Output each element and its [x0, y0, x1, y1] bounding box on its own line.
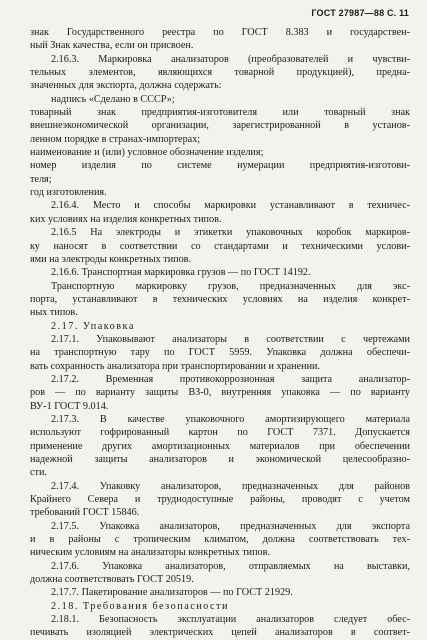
text-line: тельных элементов, являющихся товарной продукцией), предна- [30, 67, 410, 79]
text-line: номер изделия по системе нумерации предприятия-изготови- [30, 160, 410, 172]
text-line: 2.17.3. В качестве упаковочного амортизирующего материала [51, 413, 410, 425]
text-line: 2.17.4. Упаковку анализаторов, предназначенных для районов [51, 480, 410, 492]
text-line: ку наносят в соответствии со стандартами и техническими услови- [30, 240, 410, 252]
document-body [30, 26, 410, 640]
text-line: 2.17.5. Упаковка анализаторов, предназначенных для экспорта [51, 520, 410, 532]
text-line: Транспортную маркировку грузов, предназначенных для экс- [51, 280, 410, 292]
text-line: ких условиях на изделия конкретных типов. [30, 213, 222, 225]
text-line: ров — по варианту защиты ВЗ-0, внутренняя упаковка — по варианту [30, 387, 410, 399]
text-line: на транспортную тару по ГОСТ 5959. Упаковка должна обеспечи- [30, 347, 410, 359]
page-header: ГОСТ 27987—88 С. 11 [311, 8, 409, 18]
text-line: наименование и (или) условное обозначение изделия; [30, 147, 264, 159]
text-line: год изготовления. [30, 187, 107, 199]
text-line: вать сохранность анализатора при транспортировании и хранении. [30, 360, 321, 372]
text-line: теля; [30, 173, 52, 185]
text-line: знак Государственного реестра по ГОСТ 8.383 и государствен- [30, 27, 410, 38]
text-line: ный Знак качества, если он присвоен. [30, 40, 194, 52]
text-line: надпись «Сделано в СССР»; [51, 93, 175, 105]
text-line: печивать изоляцией электрических цепей анализаторов в соответ- [30, 627, 410, 639]
text-line: ническим условиям на анализаторы конкретных типов. [30, 547, 271, 559]
text-line: сти. [30, 467, 47, 479]
text-line: 2.17.2. Временная противокоррозионная защита анализатор- [51, 373, 410, 385]
text-line: требований ГОСТ 15846. [30, 507, 140, 519]
text-line: 2.16.6. Транспортная маркировка грузов — по ГОСТ 14192. [51, 267, 311, 279]
text-line: порта, устанавливают в технических условиях на изделия конкрет- [30, 293, 410, 305]
text-line: товарный знак предприятия-изготовителя или товарный знак [30, 107, 410, 119]
section-heading: 2.18. Требования безопасности [51, 600, 229, 612]
text-line: ных типов. [30, 307, 78, 319]
text-line: ленном порядке в странах-импортерах; [30, 133, 201, 145]
text-line: надежной защиты анализаторов и экономической целесообразно- [30, 454, 410, 465]
text-line: ями на электроды конкретных типов. [30, 253, 192, 265]
text-line: 2.17.6. Упаковка анализаторов, отправляемых на выставки, [51, 560, 410, 572]
section-heading: 2.17. Упаковка [51, 320, 135, 332]
text-line: внешнеэкономической организации, зарегистрированной в установ- [30, 120, 410, 132]
text-line: 2.16.3. Маркировка анализаторов (преобразователей и чувстви- [51, 53, 410, 65]
text-line: 2.16.4. Место и способы маркировки устанавливают в техничес- [51, 200, 410, 212]
text-line: должна соответствовать ГОСТ 20519. [30, 574, 194, 586]
text-line: 2.16.5 На электроды и этикетки упаковочных коробок маркиров- [51, 227, 410, 239]
text-line: значенных для экспорта, должна содержать: [30, 80, 222, 92]
text-line: Крайнего Севера и труднодоступные районы, проводят с учетом [30, 494, 410, 506]
text-line: 2.17.1. Упаковывают анализаторы в соответствии с чертежами [51, 333, 410, 345]
text-line: 2.18.1. Безопасность эксплуатации анализаторов следует обес- [51, 614, 410, 626]
text-line: и в районы с тропическим климатом, должна соответствовать тех- [30, 534, 410, 546]
text-line: 2.17.7. Пакетирование анализаторов — по ГОСТ 21929. [51, 587, 293, 599]
text-line: используют гофрированный картон по ГОСТ 7371. Допускается [30, 427, 410, 439]
text-line: ВУ-1 ГОСТ 9.014. [30, 400, 109, 412]
text-line: применение других амортизационных материалов при обеспечении [30, 440, 410, 452]
